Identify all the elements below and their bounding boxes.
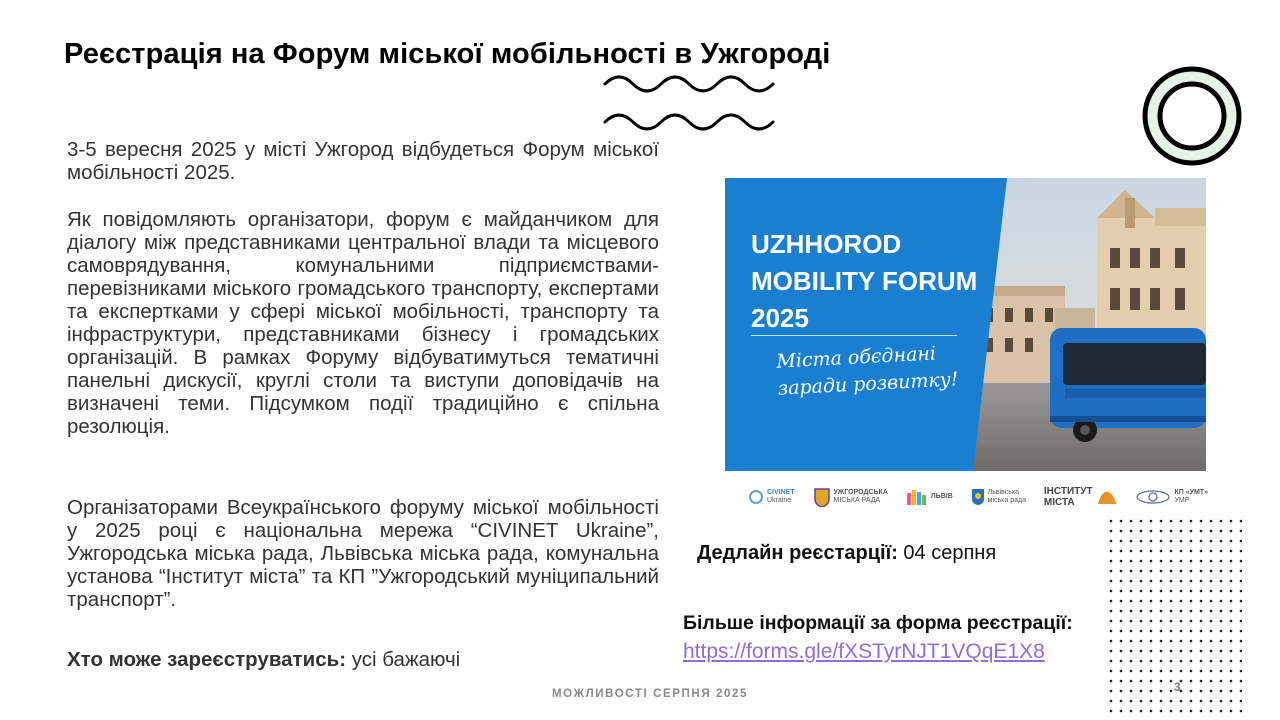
slide-title: Реєстрація на Форум міської мобільності в Ужгороді [64, 38, 831, 70]
logo-institute-sub: МІСТА [1043, 497, 1075, 508]
banner-title: UZHHOROD MOBILITY FORUM 2025 [751, 229, 978, 333]
who-value: усі бажаючі [351, 648, 461, 671]
logo-uzhhorod-name: УЖГОРОДСЬКА [833, 489, 888, 496]
wave-decoration [600, 72, 776, 136]
logo-kp-umt [1135, 487, 1208, 507]
logo-civinet-name: CIVINET [767, 489, 795, 496]
organizers-paragraph: Організаторами Всеукраїнського форуму міської мобільності у 2025 році є національна мережа “CIVINET Ukraine”, Ужгородська міська рада, Львівська міська рада, комунальна установа “Інститут міста” та КП ”Ужгородський муніципальний транспорт”. [67, 496, 659, 611]
logo-umt-sub: УМР [1174, 497, 1190, 504]
logo-lviv-council-sub: міська рада [987, 497, 1026, 504]
circle-decoration [1140, 64, 1244, 168]
registration-link[interactable]: https://forms.gle/fXSTyrNJT1VQqE1X8 [683, 640, 1045, 663]
logo-lviv-council [971, 488, 1026, 506]
logo-lviv [906, 487, 953, 507]
logo-lviv-name: ЛЬВІВ [930, 493, 953, 500]
logo-civinet-sub: Ukraine [767, 497, 792, 504]
logo-umt-name: КП «УМТ» [1174, 489, 1208, 496]
bus-image [1050, 328, 1206, 442]
who-label: Хто може зареєструватись: [67, 648, 347, 671]
partner-logos [748, 478, 1208, 516]
footer-caption: МОЖЛИВОСТІ СЕРПНЯ 2025 [552, 688, 748, 700]
banner-divider [751, 335, 957, 336]
description-paragraph: Як повідомляють організатори, форум є майданчиком для діалогу між представниками центральної влади та місцевого самоврядування, комунальними підприємствами-перевізниками міського громадського транспорту, експертами та експертками у сфері міської мобільності, транспорту та інфраструктури, представниками бізнесу і громадських організацій. В рамках Форуму відбуватимуться тематичні панельні дискусії, круглі столи та виступи доповідачів на визначені теми. Підсумком події традиційно є спільна резолюція. [67, 208, 659, 438]
page-number: 3 [1174, 680, 1181, 694]
deadline-value: 04 серпня [903, 542, 997, 564]
logo-lviv-council-name: Львівська [987, 489, 1020, 496]
banner-slogan: Міста обєднані заради розвитку! [775, 342, 959, 400]
deadline [697, 542, 996, 565]
intro-paragraph: 3-5 вересня 2025 у місті Ужгород відбудеться Форум міської мобільності 2025. [67, 138, 659, 184]
forum-banner [725, 178, 1206, 471]
logo-institute-name: ІНСТИТУТ [1043, 486, 1093, 497]
logo-uzhhorod-council [813, 487, 888, 507]
deadline-label: Дедлайн реєстарції: [697, 542, 898, 564]
more-info-label: Більше інформації за форма реєстрації: [683, 612, 1073, 634]
logo-city-institute [1044, 486, 1118, 508]
logo-uzhhorod-sub: МІСЬКА РАДА [833, 497, 881, 504]
who-can-register [67, 648, 460, 672]
logo-civinet [748, 489, 795, 505]
